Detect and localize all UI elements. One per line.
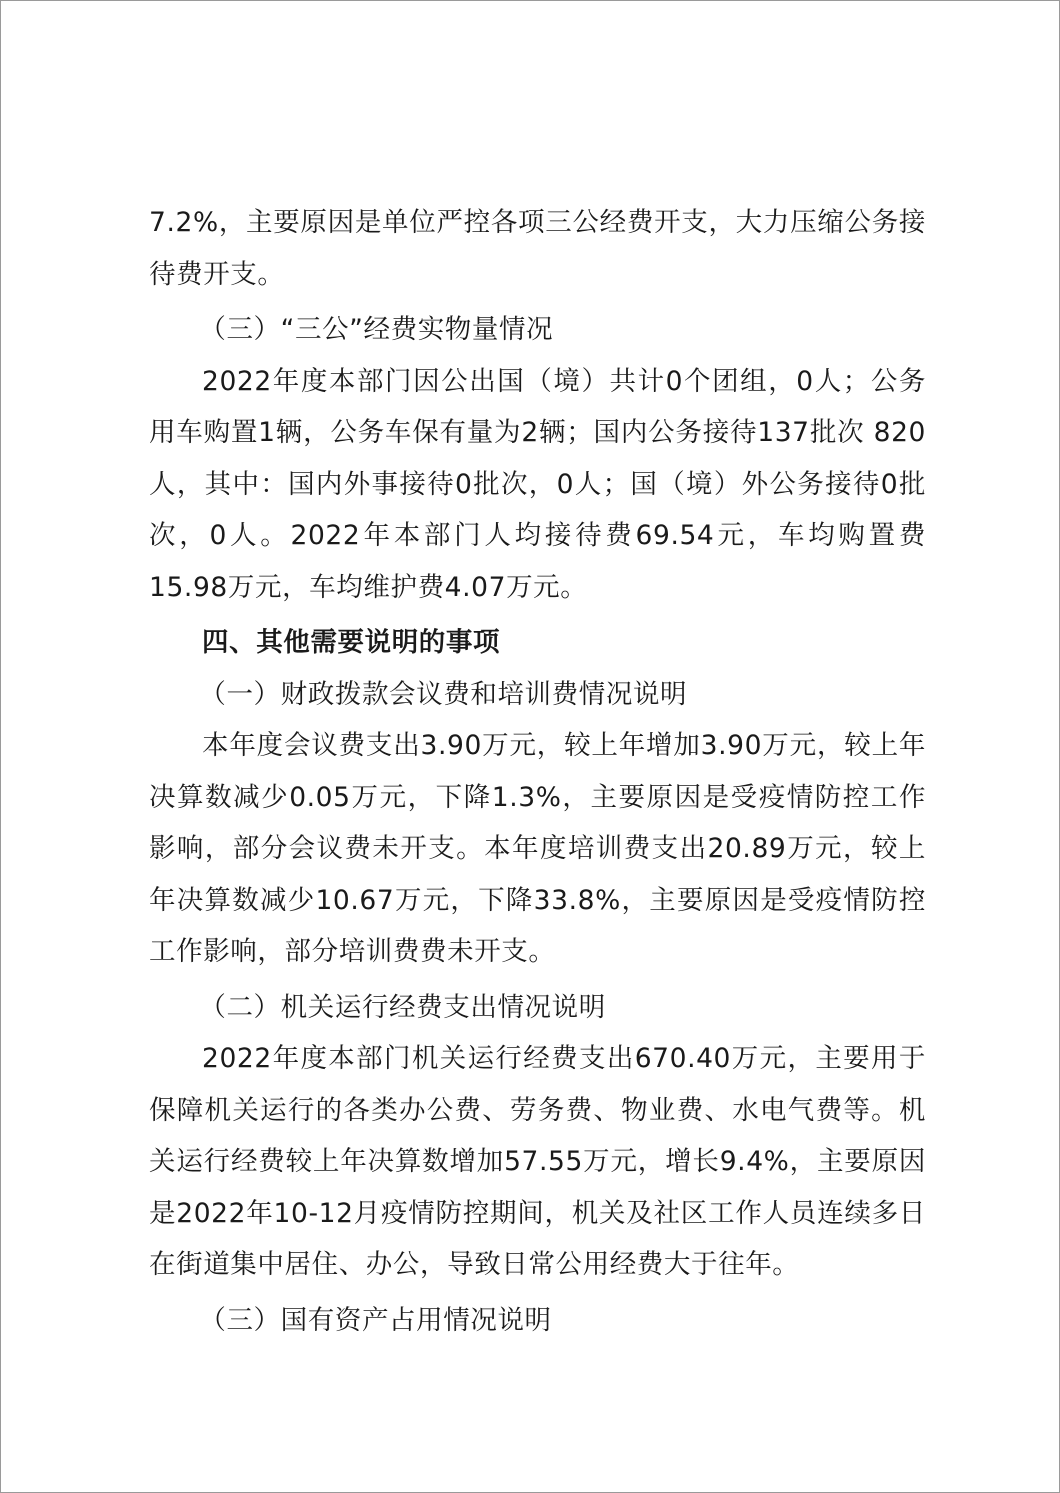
subheading-operating-expenses: （二）机关运行经费支出情况说明 — [199, 991, 606, 1023]
subheading-state-assets: （三）国有资产占用情况说明 — [199, 1304, 552, 1336]
paragraph-continued-reason: 7.2%，主要原因是单位严控各项三公经费开支，大力压缩公务接待费开支。 — [149, 207, 926, 290]
subheading-three-public-physical: （三）“三公”经费实物量情况 — [199, 314, 554, 345]
paragraph-meeting-training-fees: 本年度会议费支出3.90万元，较上年增加3.90万元，较上年决算数减少0.05万元，下降1.3%，主要原因是受疫情防控工作影响，部分会议费未开支。本年度培训费支出20.89万元，较上年决算数减少10.67万元，下降33.8%，主要原因是受疫情防控工作影响，部分培训费费未开支。 — [149, 730, 926, 967]
paragraph-operating-expenses: 2022年度本部门机关运行经费支出670.40万元，主要用于保障机关运行的各类办公费、劳务费、物业费、水电气费等。机关运行经费较上年决算数增加57.55万元，增长9.4%，主要原因是2022年10-12月疫情防控期间，机关及社区工作人员连续多日在街道集中居住、办公，导致日常公用经费大于往年。 — [149, 1043, 926, 1280]
section-heading-other-matters: 四、其他需要说明的事项 — [202, 627, 501, 658]
document-body — [149, 197, 926, 1346]
paragraph-physical-quantities: 2022年度本部门因公出国（境）共计0个团组，0人；公务用车购置1辆，公务车保有量为2辆；国内公务接待137批次 820人，其中：国内外事接待0批次，0人；国（境）外公务接待0批次，0人。2022年本部门人均接待费69.54元，车均购置费15.98万元，车均维护费4.07万元。 — [149, 365, 926, 603]
subheading-meeting-training-fees: （一）财政拨款会议费和培训费情况说明 — [199, 678, 688, 710]
